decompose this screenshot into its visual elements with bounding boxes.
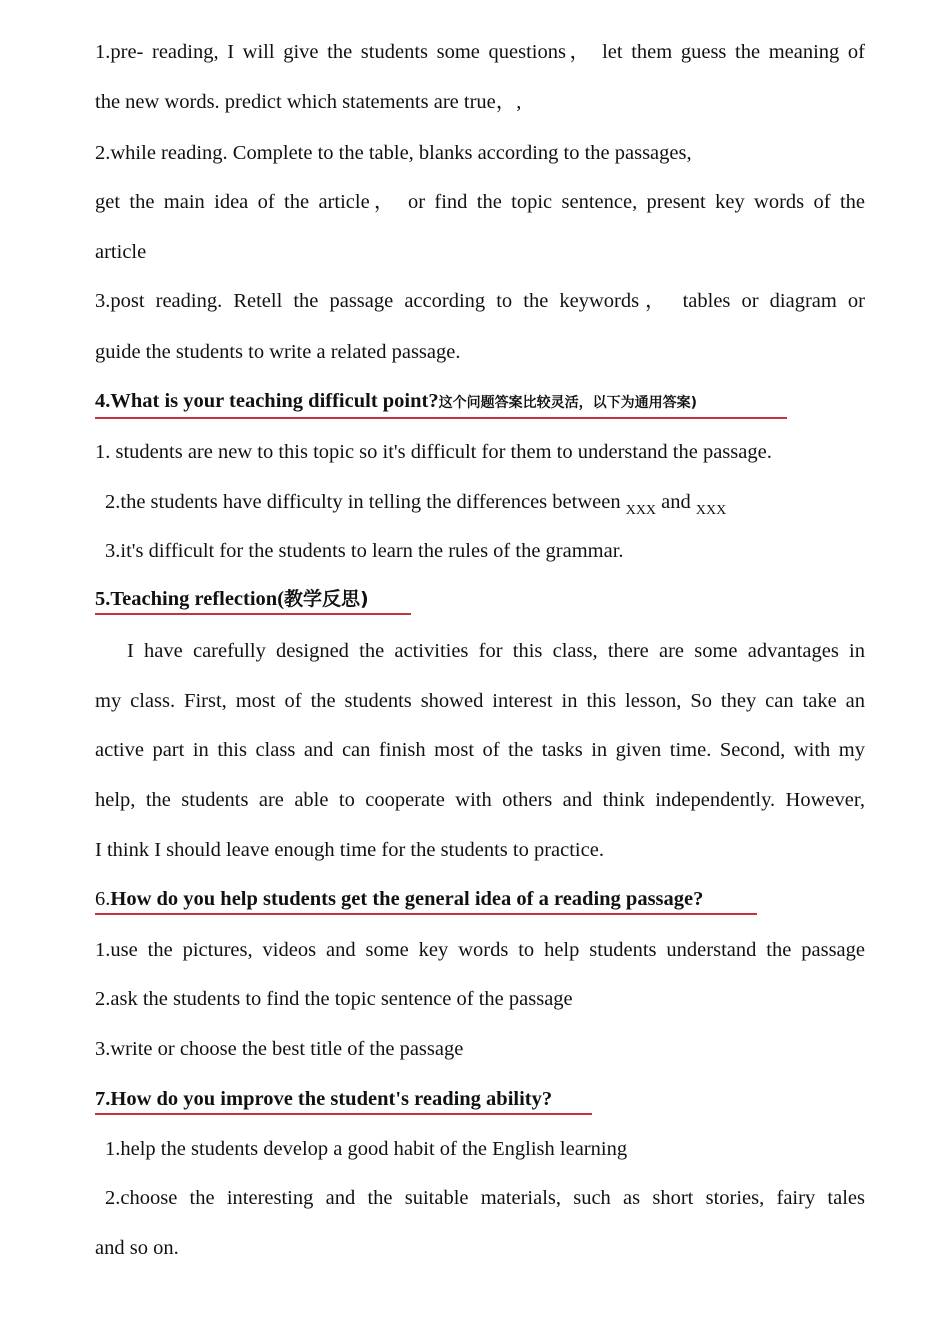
pre-reading-line-1: 1.pre- reading, I will give the students some questions， let them guess the meaning of: [95, 41, 865, 63]
q6-heading: [95, 887, 757, 915]
q5-heading-text: 5.Teaching reflection(: [95, 588, 285, 610]
q4-heading-note: 这个问题答案比较灵活，以下为通用答案): [438, 395, 698, 411]
q4-placeholder-2: XXX: [695, 503, 727, 518]
reflection-line-3: active part in this class and can finish most of the tasks in given time. Second, with my: [95, 739, 865, 761]
q7-answer-1: 1.help the students develop a good habit of the English learning: [105, 1138, 628, 1160]
q4-answer-1: 1. students are new to this topic so it's difficult for them to understand the passage.: [95, 441, 772, 463]
q6-answer-3: 3.write or choose the best title of the passage: [95, 1038, 464, 1060]
q5-heading-cjk: 教学反思): [284, 588, 369, 610]
q5-heading: [95, 587, 411, 615]
q4-answer-2: [105, 490, 726, 517]
while-reading-line-1: 2.while reading. Complete to the table, blanks according to the passages,: [95, 142, 692, 164]
q4-and-word: and: [661, 491, 691, 513]
q7-answer-2: 2.choose the interesting and the suitable materials, such as short stories, fairy tales: [105, 1187, 865, 1209]
q4-answer-3: 3.it's difficult for the students to learn the rules of the grammar.: [105, 540, 624, 562]
post-reading-line-1: 3.post reading. Retell the passage according to the keywords， tables or diagram or: [95, 290, 865, 312]
q4-answer-2-text: 2.the students have difficulty in telling the differences between: [105, 491, 621, 513]
reflection-line-2: my class. First, most of the students showed interest in this lesson, So they can take an: [95, 690, 865, 712]
q7-answer-3: and so on.: [95, 1237, 179, 1259]
post-reading-line-2: guide the students to write a related passage.: [95, 341, 461, 363]
reflection-line-4: help, the students are able to cooperate with others and think independently. However,: [95, 789, 865, 811]
q7-heading: [95, 1087, 592, 1115]
while-reading-line-3: article: [95, 241, 147, 263]
while-reading-line-2: get the main idea of the article， or find the topic sentence, present key words of the: [95, 191, 865, 213]
reflection-line-1: I have carefully designed the activities for this class, there are some advantages in: [127, 640, 865, 662]
q6-answer-1: 1.use the pictures, videos and some key words to help students understand the passage: [95, 939, 865, 961]
reflection-line-5: I think I should leave enough time for the students to practice.: [95, 839, 604, 861]
q7-heading-text: 7.How do you improve the student's reading ability?: [95, 1088, 553, 1110]
q4-heading-text: 4.What is your teaching difficult point?: [95, 390, 439, 412]
q6-answer-2: 2.ask the students to find the topic sentence of the passage: [95, 988, 573, 1010]
q4-placeholder-1: XXX: [625, 503, 657, 518]
q6-heading-number: 6.: [95, 888, 111, 910]
q4-heading: [95, 389, 787, 419]
pre-reading-line-2: the new words. predict which statements are true，,: [95, 91, 522, 113]
q6-heading-text: How do you help students get the general idea of a reading passage?: [110, 888, 704, 910]
